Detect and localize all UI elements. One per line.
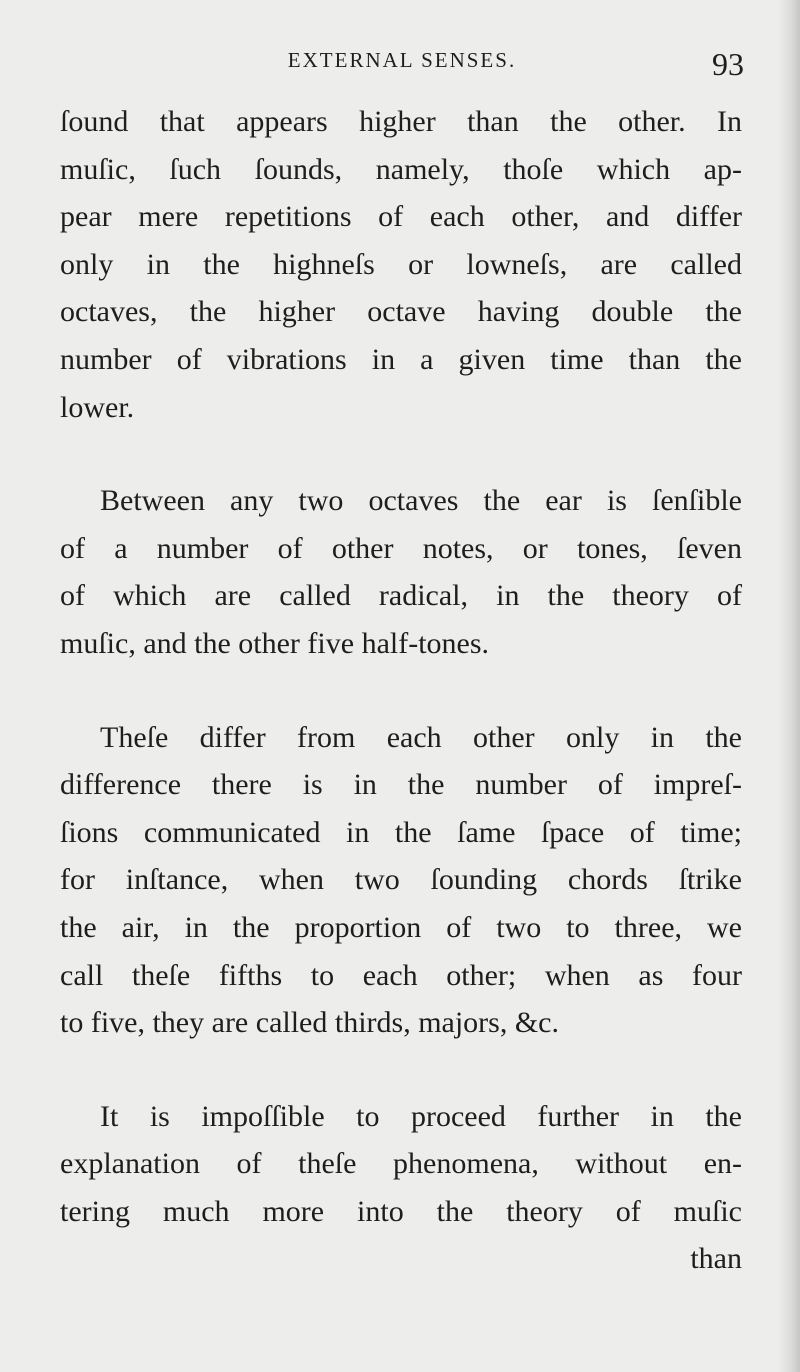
- paragraph-2: [60, 477, 742, 667]
- paragraph-3: [60, 714, 742, 1047]
- text-line: explanation of theſe phenomena, without en-: [60, 1147, 742, 1181]
- paragraph-gap: [60, 668, 742, 714]
- paragraph-gap: [60, 431, 742, 477]
- paragraph-1: [60, 98, 742, 431]
- text-line: lower.: [60, 390, 135, 424]
- running-head: EXTERNAL SENSES.: [287, 48, 517, 72]
- text-line: call theſe fifths to each other; when as four: [60, 958, 742, 992]
- paragraph-4: [60, 1093, 742, 1283]
- text-line: Theſe differ from each other only in the: [100, 720, 742, 754]
- page-body: [60, 98, 742, 1283]
- text-line: the air, in the proportion of two to three, we: [60, 910, 742, 944]
- text-line: ſound that appears higher than the other. In: [60, 105, 742, 138]
- text-line: difference there is in the number of impreſ-: [60, 768, 742, 802]
- text-line: Between any two octaves the ear is ſenſible: [100, 484, 742, 518]
- text-line: pear mere repetitions of each other, and differ: [60, 200, 742, 234]
- text-line: of which are called radical, in the theory of: [60, 579, 742, 613]
- text-line: number of vibrations in a given time than the: [60, 342, 742, 376]
- text-line: of a number of other notes, or tones, ſeven: [60, 531, 742, 565]
- text-line: ſions communicated in the ſame ſpace of time;: [60, 815, 742, 849]
- page-number: 93: [712, 46, 744, 82]
- catchword: than: [690, 1242, 742, 1276]
- text-line: It is impoſſible to proceed further in the: [100, 1099, 742, 1133]
- page-edge-shadow: [778, 0, 800, 1372]
- page-header: [60, 42, 744, 82]
- text-line: muſic, ſuch ſounds, namely, thoſe which ap-: [60, 152, 742, 186]
- paragraph-gap: [60, 1047, 742, 1093]
- text-line: to five, they are called thirds, majors, &c.: [60, 1006, 559, 1040]
- text-line: muſic, and the other five half-tones.: [60, 626, 490, 660]
- text-line: for inſtance, when two ſounding chords ſtrike: [60, 863, 742, 897]
- text-line: only in the highneſs or lowneſs, are called: [60, 247, 742, 281]
- text-line: octaves, the higher octave having double the: [60, 295, 742, 329]
- text-line: tering much more into the theory of muſic: [60, 1194, 742, 1228]
